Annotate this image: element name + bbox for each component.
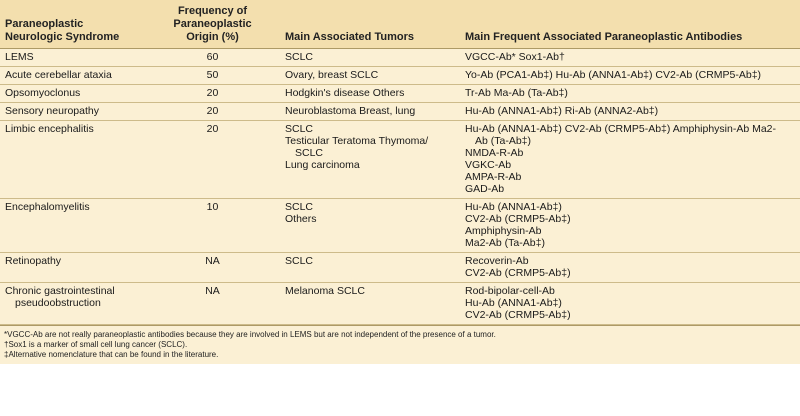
syndrome-cell <box>0 199 145 253</box>
tumors-cell <box>280 199 460 253</box>
table-row <box>0 253 800 283</box>
footnote: *VGCC-Ab are not really paraneoplastic antibodies because they are involved in LEMS but are not independent of the presence of a tumor. <box>4 330 496 339</box>
syndrome-cell <box>0 49 145 67</box>
syndrome-cell <box>0 67 145 85</box>
footnote: ‡Alternative nomenclature that can be found in the literature. <box>4 350 219 359</box>
tumors-cell <box>280 49 460 67</box>
tumors-cell <box>280 67 460 85</box>
cell-line: Ab (Ta-Ab‡) <box>475 135 532 147</box>
antibodies-cell <box>460 253 800 283</box>
tumors-cell <box>280 121 460 199</box>
header-syndrome <box>0 0 145 49</box>
cell-line: Yo-Ab (PCA1-Ab‡) Hu-Ab (ANNA1-Ab‡) CV2-Ab (CRMP5-Ab‡) <box>465 69 762 81</box>
frequency-cell: 20 <box>145 85 280 103</box>
tumors-cell <box>280 253 460 283</box>
cell-line: pseudoobstruction <box>15 297 101 309</box>
syndrome-cell <box>0 103 145 121</box>
frequency-cell: 20 <box>145 121 280 199</box>
antibodies-cell <box>460 199 800 253</box>
cell-line: Ovary, breast SCLC <box>285 69 379 81</box>
header-tumors <box>280 0 460 49</box>
header-row <box>0 0 800 49</box>
cell-line: SCLC <box>285 201 314 213</box>
cell-line: LEMS <box>5 51 34 63</box>
header-line: Paraneoplastic <box>173 18 252 30</box>
cell-line: Hu-Ab (ANNA1-Ab‡) Ri-Ab (ANNA2-Ab‡) <box>465 105 659 117</box>
tumors-cell <box>280 283 460 325</box>
header-line: Frequency of <box>177 5 248 17</box>
cell-line: Melanoma SCLC <box>285 285 365 297</box>
frequency-cell: NA <box>145 283 280 325</box>
cell-line: NMDA-R-Ab <box>465 147 524 159</box>
syndrome-cell <box>0 283 145 325</box>
cell-line: Lung carcinoma <box>285 159 360 171</box>
cell-line: SCLC <box>295 147 324 159</box>
table-row <box>0 85 800 103</box>
header-line: Main Frequent Associated Paraneoplastic Antibodies <box>465 31 743 43</box>
cell-line: CV2-Ab (CRMP5-Ab‡) <box>465 267 571 279</box>
cell-line: Hu-Ab (ANNA1-Ab‡) <box>465 297 562 309</box>
table-row <box>0 103 800 121</box>
cell-line: VGKC-Ab <box>465 159 512 171</box>
cell-line: VGCC-Ab* Sox1-Ab† <box>465 51 565 63</box>
antibodies-cell <box>460 121 800 199</box>
cell-line: AMPA-R-Ab <box>465 171 522 183</box>
cell-line: Rod-bipolar-cell-Ab <box>465 285 555 297</box>
header-antibodies <box>460 0 800 49</box>
cell-line: Acute cerebellar ataxia <box>5 69 112 81</box>
syndrome-cell <box>0 85 145 103</box>
cell-line: Encephalomyelitis <box>5 201 90 213</box>
cell-line: Others <box>285 213 317 225</box>
table-row <box>0 49 800 67</box>
tumors-cell <box>280 85 460 103</box>
cell-line: Sensory neuropathy <box>5 105 99 117</box>
header-line: Neurologic Syndrome <box>5 31 120 43</box>
cell-line: Retinopathy <box>5 255 62 267</box>
cell-line: Opsomyoclonus <box>5 87 81 99</box>
cell-line: Limbic encephalitis <box>5 123 94 135</box>
cell-line: Neuroblastoma Breast, lung <box>285 105 416 117</box>
header-frequency <box>145 0 280 49</box>
cell-line: GAD-Ab <box>465 183 505 195</box>
frequency-cell: 50 <box>145 67 280 85</box>
syndrome-cell <box>0 121 145 199</box>
antibodies-cell <box>460 49 800 67</box>
cell-line: Chronic gastrointestinal <box>5 285 115 297</box>
syndrome-cell <box>0 253 145 283</box>
cell-line: Hu-Ab (ANNA1-Ab‡) <box>465 201 562 213</box>
antibodies-cell <box>460 103 800 121</box>
cell-line: Recoverin-Ab <box>465 255 529 267</box>
frequency-cell: 60 <box>145 49 280 67</box>
frequency-cell: NA <box>145 253 280 283</box>
footnotes <box>0 325 800 364</box>
antibodies-cell <box>460 283 800 325</box>
antibodies-cell <box>460 67 800 85</box>
header-line: Origin (%) <box>186 31 239 43</box>
cell-line: SCLC <box>285 123 314 135</box>
tumors-cell <box>280 103 460 121</box>
table-row <box>0 199 800 253</box>
cell-line: Tr-Ab Ma-Ab (Ta-Ab‡) <box>465 87 568 99</box>
table-row <box>0 121 800 199</box>
cell-line: Amphiphysin-Ab <box>465 225 542 237</box>
cell-line: Testicular Teratoma Thymoma/ <box>285 135 429 147</box>
table-row <box>0 283 800 325</box>
antibodies-cell <box>460 85 800 103</box>
cell-line: SCLC <box>285 255 314 267</box>
frequency-cell: 10 <box>145 199 280 253</box>
cell-line: Ma2-Ab (Ta-Ab‡) <box>465 237 545 249</box>
cell-line: Hu-Ab (ANNA1-Ab‡) CV2-Ab (CRMP5-Ab‡) Amphiphysin-Ab Ma2- <box>465 123 777 135</box>
header-line: Main Associated Tumors <box>285 31 414 43</box>
frequency-cell: 20 <box>145 103 280 121</box>
header-line: Paraneoplastic <box>5 18 84 30</box>
cell-line: CV2-Ab (CRMP5-Ab‡) <box>465 213 571 225</box>
cell-line: CV2-Ab (CRMP5-Ab‡) <box>465 309 571 321</box>
cell-line: SCLC <box>285 51 314 63</box>
cell-line: Hodgkin's disease Others <box>285 87 405 99</box>
footnote: †Sox1 is a marker of small cell lung cancer (SCLC). <box>4 340 188 349</box>
table-row <box>0 67 800 85</box>
